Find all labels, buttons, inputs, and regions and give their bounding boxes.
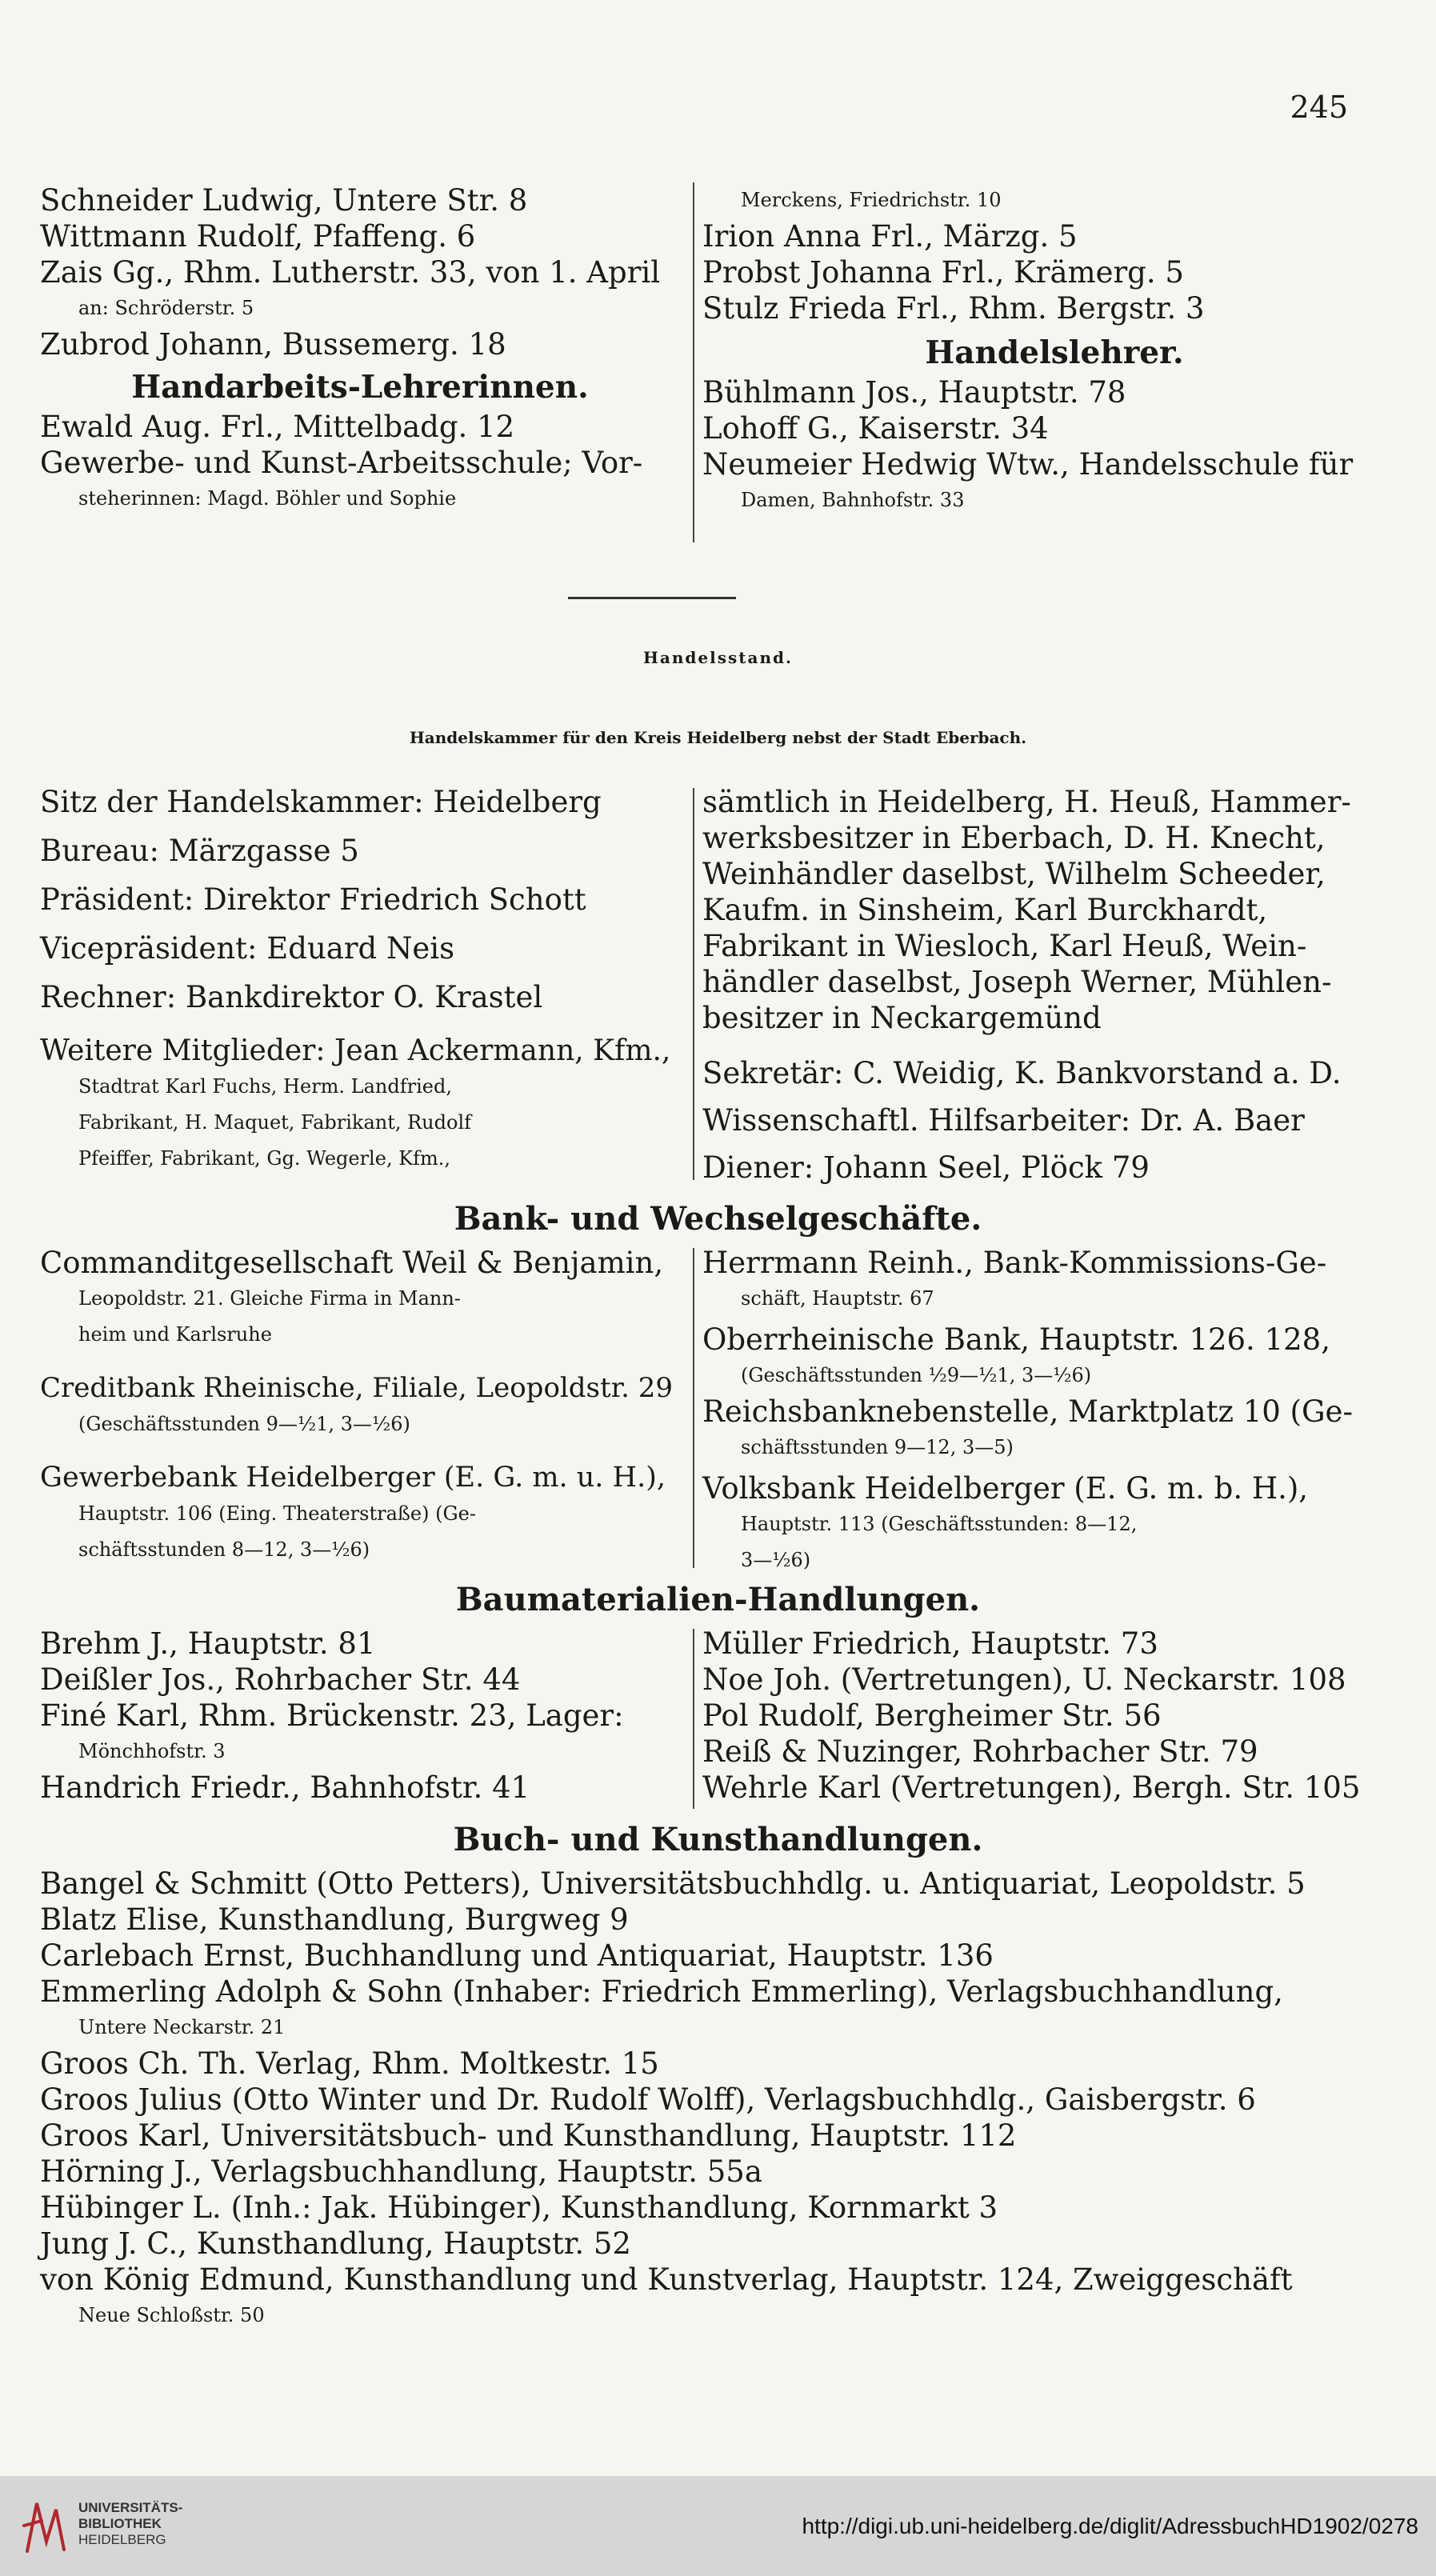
entry-line: Gewerbebank Heidelberger (E. G. m. u. H.), (40, 1462, 666, 1494)
section-title: Handelsstand. (643, 648, 793, 667)
entry-line: Vicepräsident: Eduard Neis (40, 931, 455, 966)
entry-line: von König Edmund, Kunsthandlung und Kunstverlag, Hauptstr. 124, Zweiggeschäft (40, 2262, 1293, 2297)
entry-line: Irion Anna Frl., Märzg. 5 (702, 219, 1078, 254)
entry-line: Damen, Bahnhofstr. 33 (741, 489, 965, 511)
top-left-after-list (40, 409, 680, 517)
entry-line: Jung J. C., Kunsthandlung, Hauptstr. 52 (40, 2226, 631, 2261)
entry-line: Lohoff G., Kaiserstr. 34 (702, 411, 1049, 446)
bank-right-list (702, 1245, 1406, 1578)
entry-line: Mönchhofstr. 3 (78, 1740, 226, 1762)
entry-line: Merckens, Friedrichstr. 10 (741, 189, 1002, 211)
entry-line: Deißler Jos., Rohrbacher Str. 44 (40, 1662, 521, 1697)
books-list (40, 1866, 1400, 2334)
top-left-list (40, 182, 680, 362)
entry-line: Hauptstr. 106 (Eing. Theaterstraße) (Ge- (78, 1502, 476, 1525)
entry-line: Wehrle Karl (Vertretungen), Bergh. Str. 105 (702, 1770, 1361, 1805)
entry-line: Weinhändler daselbst, Wilhelm Scheeder, (702, 857, 1326, 891)
entry-line: schäft, Hauptstr. 67 (741, 1287, 934, 1310)
entry-line: Pol Rudolf, Bergheimer Str. 56 (702, 1698, 1162, 1733)
permalink-url[interactable]: http://digi.ub.uni-heidelberg.de/diglit/AdressbuchHD1902/0278 (802, 2514, 1418, 2538)
logo-line-1: UNIVERSITÄTS- (78, 2500, 183, 2515)
column-divider-bank (693, 1248, 694, 1568)
entry-line: sämtlich in Heidelberg, H. Heuß, Hammer- (702, 785, 1351, 819)
top-left-column (40, 182, 680, 517)
chamber-right-list (702, 784, 1406, 1186)
entry-line: Bühlmann Jos., Hauptstr. 78 (702, 375, 1126, 410)
column-divider-material (693, 1629, 694, 1809)
entry-line: Oberrheinische Bank, Hauptstr. 126. 128, (702, 1322, 1330, 1357)
entry-line: Stulz Frieda Frl., Rhm. Bergstr. 3 (702, 291, 1205, 326)
entry-line: Müller Friedrich, Hauptstr. 73 (702, 1626, 1158, 1661)
entry-line: heim und Karlsruhe (78, 1323, 272, 1346)
entry-line: Finé Karl, Rhm. Brückenstr. 23, Lager: (40, 1698, 624, 1733)
entry-line: Handrich Friedr., Bahnhofstr. 41 (40, 1770, 530, 1805)
entry-line: werksbesitzer in Eberbach, D. H. Knecht, (702, 821, 1326, 855)
section-rule (568, 597, 736, 599)
entry-line: Präsident: Direktor Friedrich Schott (40, 882, 586, 917)
entry-line: Herrmann Reinh., Bank-Kommissions-Ge- (702, 1246, 1327, 1280)
bank-right-column (702, 1245, 1406, 1578)
material-right-column (702, 1626, 1406, 1806)
entry-line: schäftsstunden 8—12, 3—½6) (78, 1538, 370, 1561)
bank-left-list (40, 1245, 680, 1568)
entry-line: schäftsstunden 9—12, 3—5) (741, 1436, 1014, 1458)
entry-line: Zubrod Johann, Bussemerg. 18 (40, 327, 506, 362)
handarbeits-heading: Handarbeits-Lehrerinnen. (131, 369, 589, 406)
library-logo-icon (18, 2494, 74, 2558)
entry-line: Untere Neckarstr. 21 (78, 2016, 286, 2038)
top-right-column (702, 182, 1406, 518)
chamber-right-column (702, 784, 1406, 1186)
entry-line: Probst Johanna Frl., Krämerg. 5 (702, 255, 1184, 290)
entry-line: Bureau: Märzgasse 5 (40, 834, 359, 868)
entry-line: steherinnen: Magd. Böhler und Sophie (78, 487, 457, 510)
entry-line: Ewald Aug. Frl., Mittelbadg. 12 (40, 410, 515, 444)
top-right-after-list (702, 374, 1406, 518)
entry-line: Noe Joh. (Vertretungen), U. Neckarstr. 108 (702, 1662, 1346, 1697)
top-right-list (702, 182, 1406, 326)
entry-line: Sekretär: C. Weidig, K. Bankvorstand a. D. (702, 1056, 1342, 1090)
entry-line: Leopoldstr. 21. Gleiche Firma in Mann- (78, 1287, 461, 1310)
entry-line: Schneider Ludwig, Untere Str. 8 (40, 183, 528, 218)
page-number: 245 (1290, 90, 1348, 125)
books-heading: Buch- und Kunsthandlungen. (453, 1821, 983, 1858)
entry-line: Weitere Mitglieder: Jean Ackermann, Kfm., (40, 1034, 671, 1067)
entry-line: besitzer in Neckargemünd (702, 1001, 1102, 1035)
entry-line: Kaufm. in Sinsheim, Karl Burckhardt, (702, 893, 1268, 927)
entry-line: Sitz der Handelskammer: Heidelberg (40, 785, 602, 819)
entry-line: Emmerling Adolph & Sohn (Inhaber: Friedrich Emmerling), Verlagsbuchhandlung, (40, 1974, 1283, 2009)
entry-line: Volksbank Heidelberger (E. G. m. b. H.), (702, 1471, 1309, 1506)
handelslehrer-heading: Handelslehrer. (925, 334, 1184, 371)
entry-line: händler daselbst, Joseph Werner, Mühlen- (702, 965, 1332, 999)
entry-line: Brehm J., Hauptstr. 81 (40, 1626, 376, 1661)
entry-line: Stadtrat Karl Fuchs, Herm. Landfried, (78, 1075, 452, 1098)
entry-line: Fabrikant, H. Maquet, Fabrikant, Rudolf (78, 1111, 472, 1134)
entry-line: Bangel & Schmitt (Otto Petters), Universitätsbuchhdlg. u. Antiquariat, Leopoldstr. 5 (40, 1866, 1306, 1901)
logo-line-3: HEIDELBERG (78, 2532, 166, 2547)
entry-line: Neue Schloßstr. 50 (78, 2304, 265, 2326)
entry-line: Groos Ch. Th. Verlag, Rhm. Moltkestr. 15 (40, 2046, 659, 2081)
logo-stroke-main (27, 2503, 64, 2551)
entry-line: Fabrikant in Wiesloch, Karl Heuß, Wein- (702, 929, 1307, 963)
logo-line-2: BIBLIOTHEK (78, 2516, 162, 2531)
entry-line: (Geschäftsstunden 9—½1, 3—½6) (78, 1413, 410, 1435)
entry-line: Wittmann Rudolf, Pfaffeng. 6 (40, 219, 476, 254)
entry-line: Creditbank Rheinische, Filiale, Leopoldstr. 29 (40, 1372, 674, 1404)
chamber-left-list (40, 784, 680, 1177)
entry-line: Blatz Elise, Kunsthandlung, Burgweg 9 (40, 1902, 629, 1937)
entry-line: Reichsbanknebenstelle, Marktplatz 10 (Ge- (702, 1394, 1353, 1429)
entry-line: 3—½6) (741, 1549, 811, 1571)
entry-line: Zais Gg., Rhm. Lutherstr. 33, von 1. April (40, 255, 661, 290)
entry-line: Neumeier Hedwig Wtw., Handelsschule für (702, 447, 1354, 482)
material-right-list (702, 1626, 1406, 1806)
logo-strokes (24, 2503, 64, 2551)
column-divider-chamber (693, 788, 694, 1180)
entry-line: Gewerbe- und Kunst-Arbeitsschule; Vor- (40, 446, 643, 480)
entry-line: Groos Karl, Universitätsbuch- und Kunsthandlung, Hauptstr. 112 (40, 2118, 1017, 2153)
entry-line: Commanditgesellschaft Weil & Benjamin, (40, 1246, 664, 1280)
entry-line: Reiß & Nuzinger, Rohrbacher Str. 79 (702, 1734, 1258, 1769)
material-left-list (40, 1626, 680, 1806)
entry-line: Hörning J., Verlagsbuchhandlung, Hauptstr. 55a (40, 2154, 762, 2189)
footer-bar (0, 2476, 1436, 2576)
bank-heading: Bank- und Wechselgeschäfte. (454, 1200, 982, 1238)
entry-line: Groos Julius (Otto Winter und Dr. Rudolf Wolff), Verlagsbuchhdlg., Gaisbergstr. 6 (40, 2082, 1256, 2117)
entry-line: an: Schröderstr. 5 (78, 297, 254, 319)
entry-line: Carlebach Ernst, Buchhandlung und Antiquariat, Hauptstr. 136 (40, 1938, 994, 1973)
column-divider-top (693, 182, 694, 542)
books-column (40, 1866, 1400, 2334)
entry-line: Pfeiffer, Fabrikant, Gg. Wegerle, Kfm., (78, 1147, 451, 1170)
library-logo-text (78, 2500, 182, 2548)
entry-line: Rechner: Bankdirektor O. Krastel (40, 980, 543, 1014)
entry-line: Diener: Johann Seel, Plöck 79 (702, 1150, 1150, 1185)
chamber-left-column (40, 784, 680, 1177)
entry-line: Wissenschaftl. Hilfsarbeiter: Dr. A. Baer (702, 1103, 1305, 1138)
entry-line: Hauptstr. 113 (Geschäftsstunden: 8—12, (741, 1513, 1138, 1535)
material-heading: Baumaterialien-Handlungen. (455, 1581, 981, 1618)
entry-line: (Geschäftsstunden ½9—½1, 3—½6) (741, 1364, 1092, 1386)
bank-left-column (40, 1245, 680, 1568)
chamber-title: Handelskammer für den Kreis Heidelberg nebst der Stadt Eberbach. (409, 728, 1027, 747)
material-left-column (40, 1626, 680, 1806)
entry-line: Hübinger L. (Inh.: Jak. Hübinger), Kunsthandlung, Kornmarkt 3 (40, 2190, 998, 2225)
